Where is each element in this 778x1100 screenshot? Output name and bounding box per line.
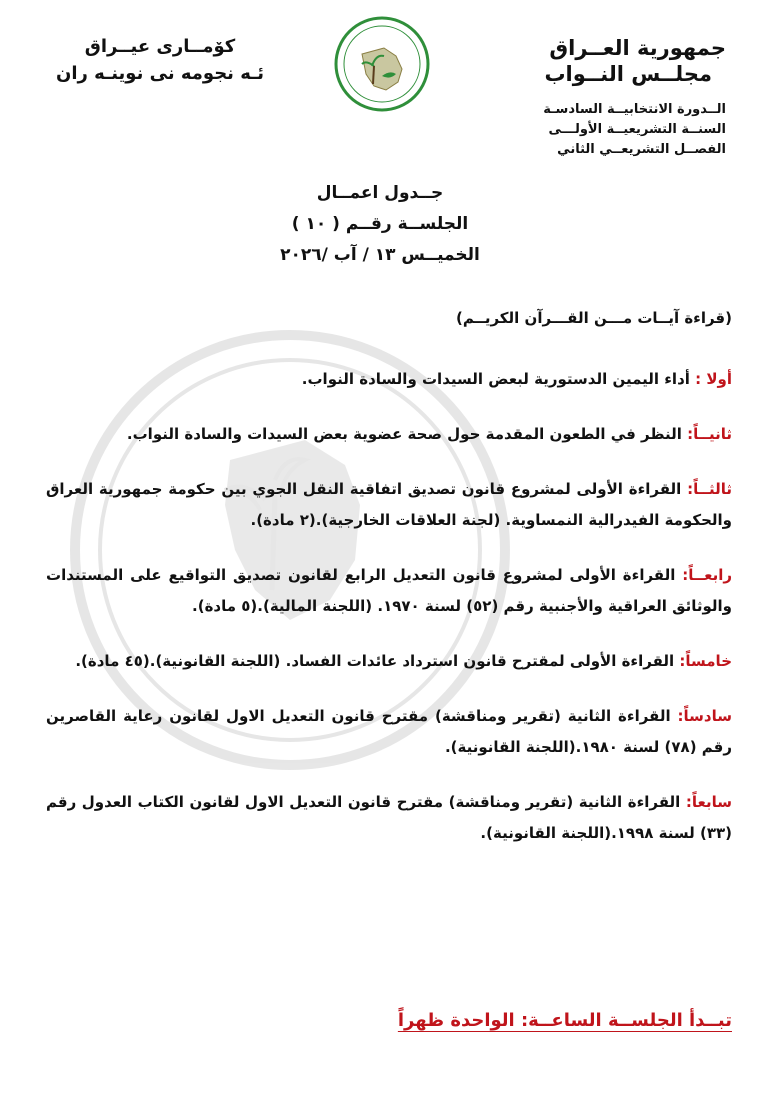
- item-text: النظر في الطعون المقدمة حول صحة عضوية بعض السيدات والسادة النواب.: [126, 425, 682, 443]
- agenda-item-2: [46, 419, 732, 450]
- item-number: سابعاً:: [685, 793, 732, 811]
- session-number: الجلســة رقــم ( ١٠ ): [291, 214, 469, 234]
- agenda-item-5: [46, 646, 732, 677]
- item-number: خامساً:: [679, 652, 732, 670]
- session-date: الخميــس ١٣ / آب /٢٠٢٦: [280, 245, 480, 265]
- parliament-logo: [332, 14, 432, 114]
- item-text: القراءة الأولى لمشروع قانون تصديق اتفاقية النقل الجوي بين حكومة جمهورية العراق والحكومة الفيدرالية النمساوية. (لجنة العلاقات الخارجية).(٢ مادة).: [46, 480, 732, 529]
- agenda-item-6: [46, 701, 732, 763]
- item-text: القراءة الثانية (تقرير ومناقشة) مقترح قانون التعديل الاول لقانون الكتاب العدول رقم (٣٣) لسنة ١٩٩٨.(اللجنة القانونية).: [46, 793, 732, 842]
- agenda-item-7: [46, 787, 732, 849]
- agenda-title: جــدول اعمــال: [316, 183, 444, 203]
- header-left: [40, 36, 280, 84]
- header-right: [486, 36, 726, 160]
- agenda-item-3: [46, 474, 732, 536]
- item-text: القراءة الأولى لمشروع قانون التعديل الرابع لقانون تصديق التواقيع على المستندات والوثائق العراقية والأجنبية رقم (٥٢) لسنة ١٩٧٠. (اللجنة المالية).(٥ مادة).: [46, 566, 732, 615]
- item-number: ثالثــاً:: [687, 480, 732, 498]
- opening-recitation: (قراءة آيــات مـــن القـــرآن الكريــم): [455, 309, 732, 327]
- session-start-time: تبــدأ الجلســة الساعــة: الواحدة ظهراً: [397, 1010, 732, 1031]
- item-text: القراءة الأولى لمقترح قانون استرداد عائدات الفساد. (اللجنة القانونية).(٤٥ مادة).: [75, 652, 675, 670]
- agenda-heading: [260, 178, 500, 271]
- agenda-item-1: [46, 364, 732, 395]
- electoral-cycle: الــدورة الانتخابيــة السادسـة: [543, 102, 726, 117]
- item-number: رابعــاً:: [682, 566, 732, 584]
- item-text: القراءة الثانية (تقرير ومناقشة) مقترح قانون التعديل الاول لقانون رعاية القاصرين رقم (٧٨) لسنة ١٩٨٠.(اللجنة القانونية).: [46, 707, 732, 756]
- item-number: سادساً:: [677, 707, 732, 725]
- agenda-item-4: [46, 560, 732, 622]
- legislative-year: السنــة التشريعيــة الأولـــى: [548, 122, 726, 137]
- item-number: ثانيــاً:: [687, 425, 732, 443]
- country-name: جمهورية العــراق: [549, 36, 726, 60]
- item-number: أولا :: [695, 370, 732, 388]
- parliament-name: مجلــس النــواب: [544, 62, 712, 86]
- agenda-body: [46, 306, 732, 873]
- legislative-term: الفصــل التشريعــي الثاني: [557, 142, 726, 157]
- country-name-kurdish: كۆمــارى عيــراق: [84, 36, 236, 57]
- parliament-name-kurdish: ئـه نجومه نى نوينـه ران: [55, 63, 265, 84]
- session-info: [486, 100, 726, 160]
- item-text: أداء اليمين الدستورية لبعض السيدات والسادة النواب.: [301, 370, 690, 388]
